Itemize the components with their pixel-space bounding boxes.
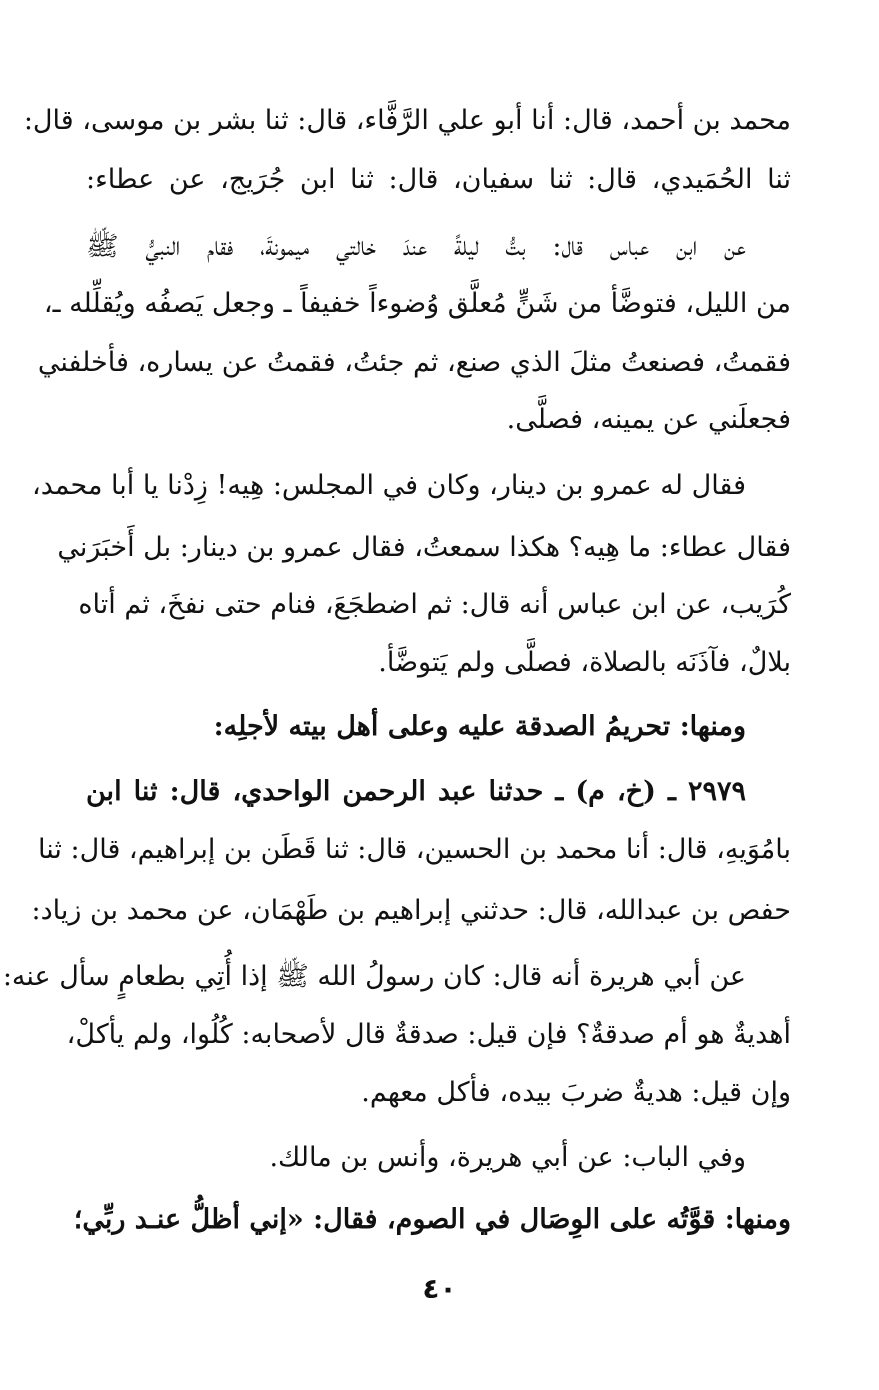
text-line-16: أهديةٌ هو أم صدقةٌ؟ فإن قيل: صدقةٌ قال لأصحابه: كُلُوا، ولم يأكلْ، (66, 1019, 791, 1050)
text-line-10: بلالٌ، فآذَنَه بالصلاة، فصلَّى ولم يَتوضَّأ. (378, 647, 791, 678)
text-line-6: فجعلَني عن يمينه، فصلَّى. (506, 404, 791, 435)
text-line-7: فقال له عمرو بن دينار، وكان في المجلس: هِيه! زِدْنا يا أبا محمد، (32, 470, 746, 501)
text-line-13: بامُوَيهِ، قال: أنا محمد بن الحسين، قال: ثنا قَطَن بن إبراهيم، قال: ثنا (38, 834, 791, 865)
text-line-14: حفص بن عبدالله، قال: حدثني إبراهيم بن طَهْمَان، عن محمد بن زياد: (31, 895, 791, 926)
text-line-8: فقال عطاء: ما هِيه؟ هكذا سمعتُ، فقال عمرو بن دينار: بل أَخبَرَني (57, 532, 791, 563)
text-line-18: وفي الباب: عن أبي هريرة، وأنس بن مالك. (269, 1142, 746, 1173)
text-line-3: عن ابن عباس قال: بتُّ ليلةً عندَ خالتي ميمونةَ، فقام النبيُّ ﷺ (86, 231, 746, 262)
text-line-5: فقمتُ، فصنعتُ مثلَ الذي صنع، ثم جئتُ، فقمتُ عن يساره، فأخلفني (37, 347, 791, 378)
text-line-2: ثنا الحُمَيدي، قال: ثنا سفيان، قال: ثنا ابن جُرَيج، عن عطاء: (86, 164, 791, 195)
text-line-4: من الليل، فتوضَّأ من شَنٍّ مُعلَّق وُضوءاً خفيفاً ـ وجعل يَصفُه ويُقلِّله ـ، (43, 288, 791, 319)
text-line-15: عن أبي هريرة أنه قال: كان رسولُ الله ﷺ إذا أُتِي بطعامٍ سأل عنه: (2, 961, 746, 992)
text-line-1: محمد بن أحمد، قال: أنا أبو علي الرَّفَّاء، قال: ثنا بشر بن موسى، قال: (23, 105, 791, 136)
section-heading-wisal: ومنها: قوَّتُه على الوِصَال في الصوم، فقال: «إني أظلُّ عنـد ربِّي؛ (73, 1204, 791, 1235)
text-line-17: وإن قيل: هديةٌ ضربَ بيده، فأكل معهم. (361, 1077, 791, 1108)
hadith-header-2979: ٢٩٧٩ ـ (خ، م) ـ حدثنا عبد الرحمن الواحدي، قال: ثنا ابن (86, 776, 746, 807)
page-number: ٤٠ (422, 1272, 457, 1305)
section-heading-sadaqa: ومنها: تحريمُ الصدقة عليه وعلى أهل بيته لأجلِه: (213, 711, 746, 742)
text-line-9: كُرَيب، عن ابن عباس أنه قال: ثم اضطجَعَ، فنام حتى نفخَ، ثم أتاه (78, 589, 791, 620)
